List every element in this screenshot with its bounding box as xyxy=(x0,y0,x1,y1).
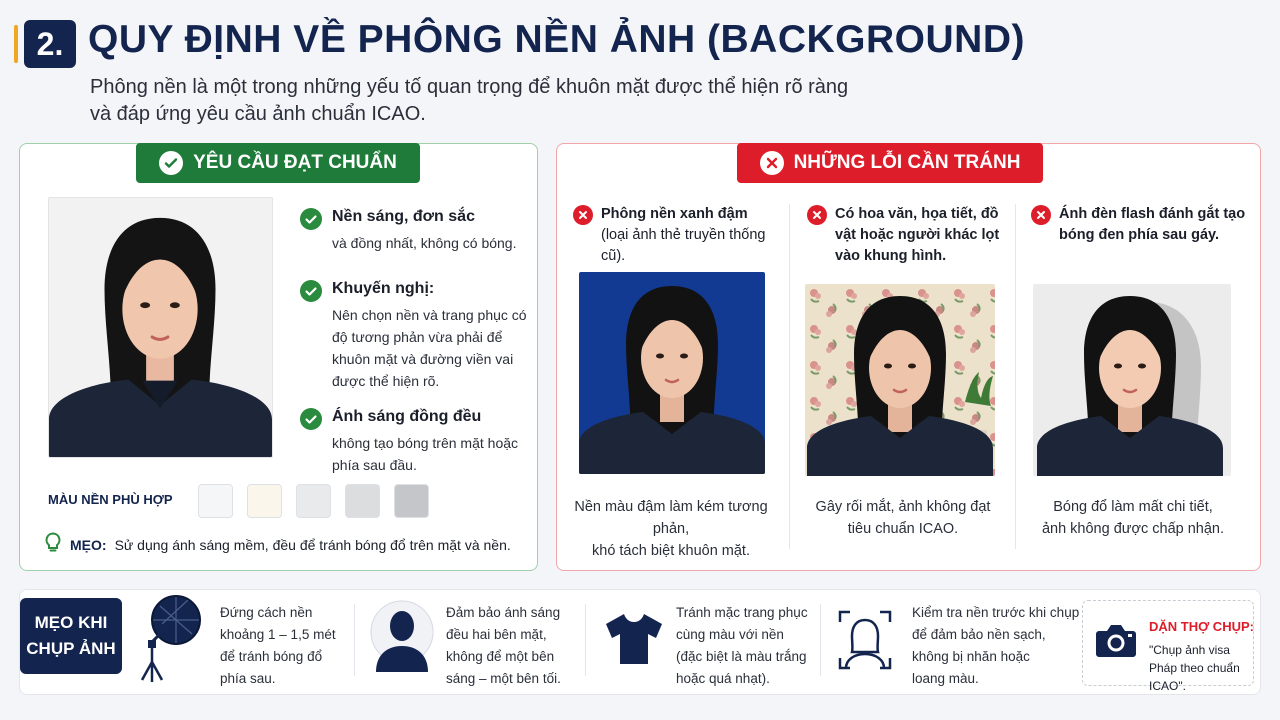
check-icon xyxy=(300,280,322,302)
tips-badge-line-2: CHỤP ẢNH xyxy=(26,639,116,658)
requirements-badge xyxy=(136,143,420,183)
mistake-title: Ánh đèn flash đánh gắt tạo bóng đen phía sau gáy. xyxy=(1059,206,1246,243)
error-x-icon xyxy=(1031,205,1051,225)
requirement-title: Ánh sáng đồng đều xyxy=(332,408,482,425)
requirements-panel xyxy=(19,143,538,571)
dark-blue-background-photo xyxy=(579,272,765,474)
mistake-dark-background xyxy=(573,204,793,267)
mistakes-badge-label: NHỮNG LỖI CẦN TRÁNH xyxy=(793,152,1021,173)
requirements-badge-label: YÊU CẦU ĐẠT CHUẨN xyxy=(193,152,397,173)
tip-line: để tránh bóng đổ xyxy=(220,649,323,664)
subtitle-line-1: Phông nền là một trong những yếu tố quan trọng để khuôn mặt được thể hiện rõ ràng xyxy=(90,76,849,98)
tip-line: không bị nhăn hoặc xyxy=(912,649,1030,664)
harsh-flash-shadow-photo xyxy=(1033,284,1231,476)
tip-line: để đảm bảo nền sạch, xyxy=(912,627,1046,642)
mistakes-panel xyxy=(556,143,1261,571)
divider xyxy=(354,604,355,676)
tip-distance xyxy=(220,602,336,690)
color-swatch xyxy=(247,484,282,518)
mistake-caption-line-1: Gây rối mắt, ảnh không đạt xyxy=(815,499,991,515)
photographer-quote: "Chụp ảnh visa Pháp theo chuẩn ICAO". xyxy=(1149,643,1240,693)
tip-even-light xyxy=(446,602,561,690)
color-swatch xyxy=(394,484,429,518)
photo-tips-strip xyxy=(19,589,1261,695)
tips-badge xyxy=(20,598,122,674)
tshirt-icon xyxy=(604,612,664,669)
check-circle-icon xyxy=(159,151,183,175)
divider xyxy=(789,204,790,549)
divider xyxy=(585,604,586,676)
tip-line: Tránh mặc trang phục xyxy=(676,605,808,620)
tip-line: Đảm bảo ánh sáng xyxy=(446,605,561,620)
mistake-caption-line-2: ảnh không được chấp nhận. xyxy=(1041,521,1225,537)
accent-bar xyxy=(14,25,18,63)
lightbulb-icon xyxy=(44,532,62,557)
mistake-patterned-background xyxy=(807,204,1027,267)
tip-line: phía sau. xyxy=(220,671,276,686)
tip-line: khoảng 1 – 1,5 mét xyxy=(220,627,336,642)
person-silhouette-icon xyxy=(370,600,434,677)
mistake-caption-line-2: khó tách biệt khuôn mặt. xyxy=(592,543,750,559)
photographer-note xyxy=(1082,600,1254,693)
error-x-icon xyxy=(807,205,827,225)
color-swatch xyxy=(198,484,233,518)
tip-text: Sử dụng ánh sáng mềm, đều để tránh bóng đổ trên mặt và nền. xyxy=(114,536,511,553)
tip-line: hoặc quá nhạt). xyxy=(676,671,770,686)
mistakes-badge xyxy=(737,143,1043,183)
check-icon xyxy=(300,208,322,230)
face-scan-icon xyxy=(838,610,892,675)
patterned-background-photo xyxy=(805,284,995,476)
requirement-desc: không tạo bóng trên mặt hoặc phía sau đầu. xyxy=(332,435,519,473)
tip-prefix: MẸO: xyxy=(70,536,107,553)
x-circle-icon xyxy=(760,151,784,175)
tip-line: đều hai bên mặt, xyxy=(446,627,547,642)
photographer-label: DẶN THỢ CHỤP: xyxy=(1149,619,1254,634)
color-swatch xyxy=(345,484,380,518)
divider xyxy=(1015,204,1016,549)
tip-line: cùng màu với nền xyxy=(676,627,784,642)
swatch-label: MÀU NỀN PHÙ HỢP xyxy=(48,492,173,507)
tip-line: sáng – một bên tối. xyxy=(446,671,561,686)
tip-line xyxy=(44,532,511,557)
mistake-title: Phông nền xanh đậm xyxy=(601,206,748,222)
mistake-title: Có hoa văn, họa tiết, đồ vật hoặc người khác lọt vào khung hình. xyxy=(835,206,1000,264)
requirement-desc: Nên chọn nền và trang phục có độ tương phản vừa phải để khuôn mặt và đường viền vai được thể hiện rõ. xyxy=(332,307,527,389)
tip-line: Đứng cách nền xyxy=(220,605,313,620)
tip-check-background xyxy=(912,602,1079,690)
tip-line: loang màu. xyxy=(912,671,979,686)
mistake-caption xyxy=(1023,496,1243,540)
check-icon xyxy=(300,408,322,430)
subtitle-line-2: và đáp ứng yêu cầu ảnh chuẩn ICAO. xyxy=(90,103,426,125)
color-swatch xyxy=(296,484,331,518)
camera-icon xyxy=(1095,623,1137,664)
mistake-caption-line-1: Bóng đổ làm mất chi tiết, xyxy=(1053,499,1213,515)
correct-portrait-photo xyxy=(48,197,273,458)
error-x-icon xyxy=(573,205,593,225)
tip-clothing xyxy=(676,602,808,690)
mistake-detail: (loại ảnh thẻ truyền thống cũ). xyxy=(601,227,766,264)
mistake-caption xyxy=(793,496,1013,540)
softbox-light-icon xyxy=(140,594,202,691)
mistake-caption-line-2: tiêu chuẩn ICAO. xyxy=(847,521,959,537)
requirement-title: Nền sáng, đơn sắc xyxy=(332,208,475,225)
mistake-caption-line-1: Nền màu đậm làm kém tương phản, xyxy=(574,499,768,537)
mistake-harsh-flash xyxy=(1031,204,1251,246)
tip-line: Kiểm tra nền trước khi chụp xyxy=(912,605,1080,620)
page-title: QUY ĐỊNH VỀ PHÔNG NỀN ẢNH (BACKGROUND) xyxy=(88,18,1025,61)
tip-line: (đặc biệt là màu trắng xyxy=(676,649,807,664)
mistake-caption xyxy=(561,496,781,562)
requirement-desc: và đồng nhất, không có bóng. xyxy=(332,235,517,251)
tip-line: không để một bên xyxy=(446,649,555,664)
page-subtitle xyxy=(90,74,910,128)
section-number-badge: 2. xyxy=(24,20,76,68)
tips-badge-line-1: MẸO KHI xyxy=(34,613,108,632)
requirement-title: Khuyến nghị: xyxy=(332,280,435,297)
divider xyxy=(820,604,821,676)
